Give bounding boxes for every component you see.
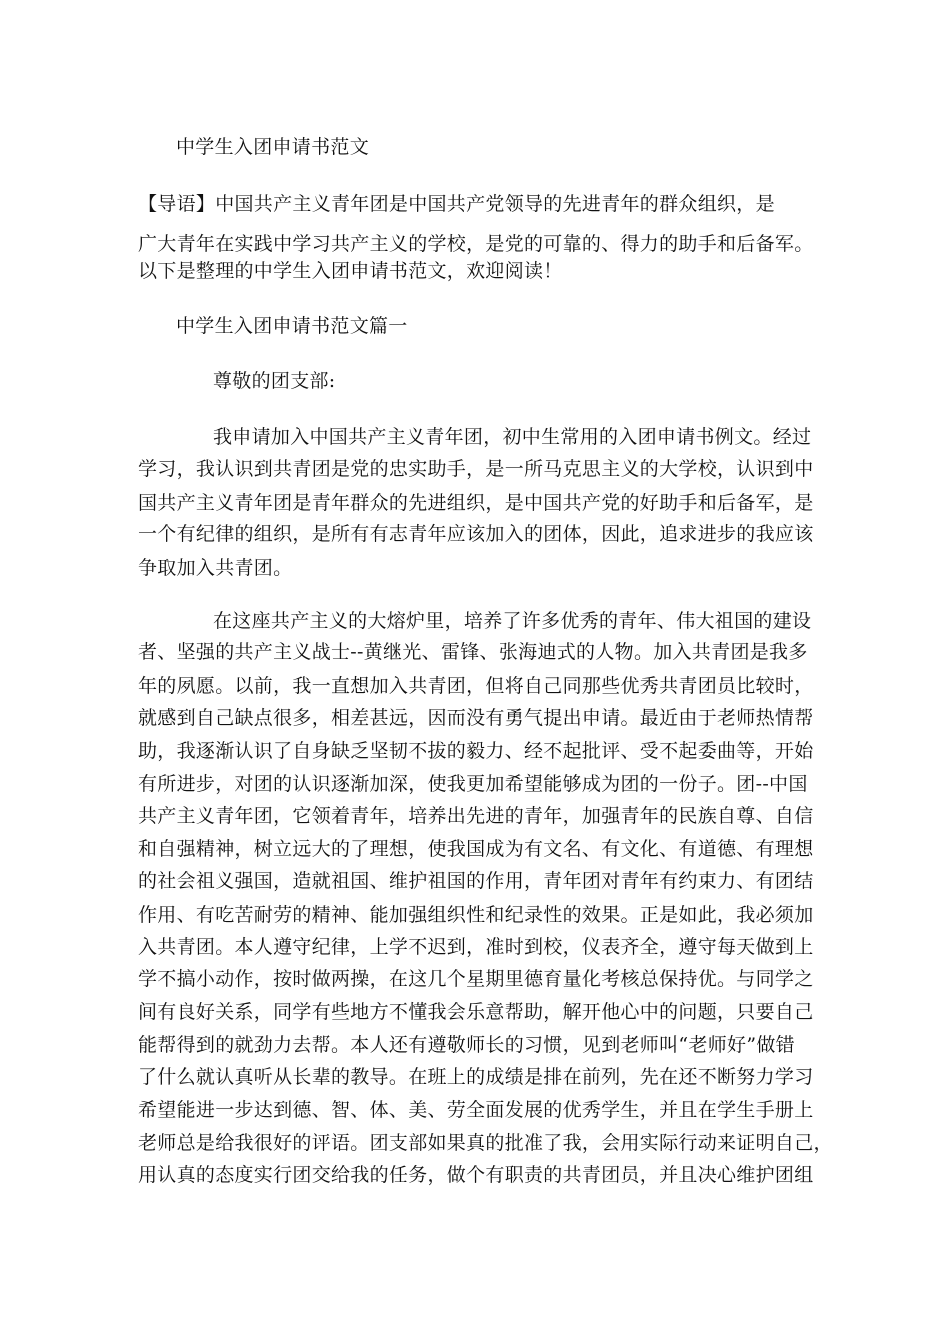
para1-line-2: 学习，我认识到共青团是党的忠实助手，是一所马克思主义的大学校，认识到中 bbox=[138, 458, 814, 480]
para2-line-16: 希望能进一步达到德、智、体、美、劳全面发展的优秀学生，并且在学生手册上 bbox=[138, 1099, 814, 1121]
para2-line-7: 共产主义青年团，它领着青年，培养出先进的青年，加强青年的民族自尊、自信 bbox=[138, 805, 814, 827]
intro-line-3: 以下是整理的中学生入团申请书范文，欢迎阅读！ bbox=[138, 260, 563, 282]
para2-line-17: 老师总是给我很好的评语。团支部如果真的批准了我，会用实际行动来证明自己， bbox=[138, 1132, 833, 1154]
document-title: 中学生入团申请书范文 bbox=[176, 136, 370, 158]
para2-line-14: 能帮得到的就劲力去帮。本人还有遵敬师长的习惯，见到老师叫“老师好”做错 bbox=[138, 1034, 795, 1056]
para1-line-5: 争取加入共青团。 bbox=[138, 557, 293, 579]
para2-line-4: 就感到自己缺点很多，相差甚远，因而没有勇气提出申请。最近由于老师热情帮 bbox=[138, 707, 814, 729]
para2-line-8: 和自强精神，树立远大的了理想，使我国成为有文名、有文化、有道德、有理想 bbox=[138, 838, 814, 860]
para2-line-3: 年的夙愿。以前，我一直想加入共青团，但将自己同那些优秀共青团员比较时， bbox=[138, 675, 814, 697]
para2-line-12: 学不搞小动作，按时做两操，在这几个星期里德育量化考核总保持优。与同学之 bbox=[138, 968, 814, 990]
para2-line-18: 用认真的态度实行团交给我的任务，做个有职责的共青团员，并且决心维护团组 bbox=[138, 1164, 814, 1186]
para2-line-1: 在这座共产主义的大熔炉里，培养了许多优秀的青年、伟大祖国的建设 bbox=[213, 610, 812, 632]
para2-line-13: 间有良好关系，同学有些地方不懂我会乐意帮助，解开他心中的问题，只要自己 bbox=[138, 1001, 814, 1023]
para2-line-6: 有所进步，对团的认识逐渐加深，使我更加希望能够成为团的一份子。团--中国 bbox=[138, 773, 808, 795]
para2-line-10: 作用、有吃苦耐劳的精神、能加强组织性和纪录性的效果。正是如此，我必须加 bbox=[138, 904, 814, 926]
intro-line-2: 广大青年在实践中学习共产主义的学校，是党的可靠的、得力的助手和后备军。 bbox=[138, 233, 814, 255]
salutation: 尊敬的团支部: bbox=[213, 370, 336, 392]
para2-line-5: 助，我逐渐认识了自身缺乏坚韧不拔的毅力、经不起批评、受不起委曲等，开始 bbox=[138, 740, 814, 762]
para2-line-9: 的社会祖义强国，造就祖国、维护祖国的作用，青年团对青年有约束力、有团结 bbox=[138, 870, 814, 892]
para1-line-1: 我申请加入中国共产主义青年团，初中生常用的入团申请书例文。经过 bbox=[213, 426, 812, 448]
para2-line-15: 了什么就认真听从长辈的教导。在班上的成绩是排在前列，先在还不断努力学习 bbox=[138, 1066, 814, 1088]
para2-line-2: 者、坚强的共产主义战士--黄继光、雷锋、张海迪式的人物。加入共青团是我多 bbox=[138, 641, 808, 663]
section-title: 中学生入团申请书范文篇一 bbox=[176, 315, 408, 337]
para1-line-3: 国共产主义青年团是青年群众的先进组织，是中国共产党的好助手和后备军，是 bbox=[138, 492, 814, 514]
para2-line-11: 入共青团。本人遵守纪律，上学不迟到，准时到校，仪表齐全，遵守每天做到上 bbox=[138, 936, 814, 958]
intro-line-1: 【导语】中国共产主义青年团是中国共产党领导的先进青年的群众组织，是 bbox=[138, 193, 775, 215]
para1-line-4: 一个有纪律的组织，是所有有志青年应该加入的团体，因此，追求进步的我应该 bbox=[138, 523, 814, 545]
